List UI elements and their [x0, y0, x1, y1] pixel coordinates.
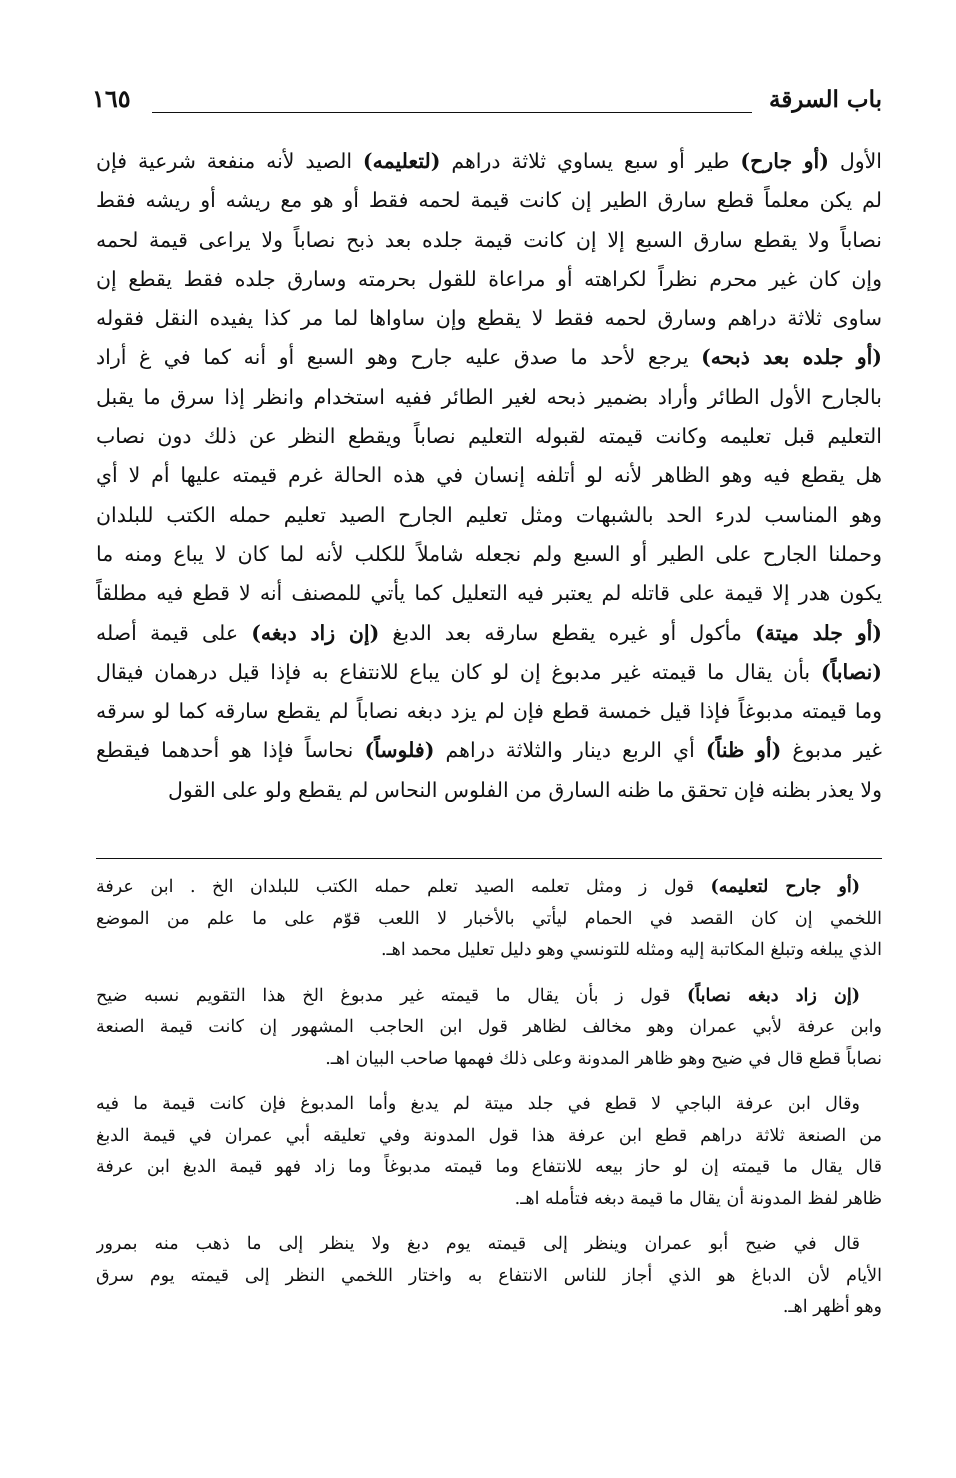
text-line	[96, 1044, 882, 1076]
text-line	[96, 574, 882, 613]
text-segment: نحاساً فإذا هو أحدهما فيقطع	[96, 738, 365, 763]
text-segment: ولا يعذر بظنه فإن تحقق ما ظنه السارق من الفلوس النحاس لم يقطع ولو على القول	[167, 777, 882, 802]
header-rule	[152, 112, 752, 113]
text-line	[96, 1229, 882, 1261]
text-segment: مأكول أو غيره يقطع سارقه بعد الدبغ	[379, 620, 755, 645]
text-segment: الأيام لأن الدباغ هو الذي أجاز للناس الانتفاع به واختار اللخمي النظر إلى قيمته يوم سرق	[96, 1265, 882, 1286]
text-line	[96, 981, 882, 1013]
text-segment: وهو أظهر اهـ.	[782, 1297, 882, 1317]
text-line	[96, 378, 882, 417]
text-segment: وحملنا الجارح على الطير أو السبع ولم نجعله شاملاً للكلب لأنه لما كان لا يباع ومنه ما	[96, 541, 882, 566]
text-line	[96, 456, 882, 495]
text-segment: وقال ابن عرفة الباجي لا قطع في جلد ميتة لم يدبغ وأما المدبوغ فإن كانت قيمة ما فيه	[96, 1094, 860, 1114]
text-line	[96, 1292, 882, 1324]
text-segment: من الصنعة ثلاثة دراهم قطع ابن عرفة هذا قول المدونة وفي تعليقه أبي عمران في قيمة الدبغ	[96, 1125, 882, 1146]
text-line	[96, 299, 882, 338]
bold-lemma: (إن زاد دبغه)	[251, 620, 380, 645]
text-segment: وإن كان غير محرم نظراً لكراهته أو مراعاة للقول بحرمته وسارق جلده فقط يقطع إن	[96, 266, 882, 291]
footnote	[96, 1089, 882, 1215]
text-segment: الأول	[828, 149, 882, 173]
text-line	[96, 1152, 882, 1184]
main-text-body	[96, 142, 882, 810]
text-line	[96, 614, 882, 653]
footnote	[96, 872, 882, 967]
text-line	[96, 181, 882, 220]
footnotes-section	[96, 872, 882, 1338]
text-segment: طير أو سبع يساوي ثلاثة دراهم	[440, 149, 741, 173]
text-line	[96, 535, 882, 574]
text-segment: بالجارح الأول الطائر وأراد بضمير ذبحه لغير الطائر ففيه استخدام وانظر إذا سرق ما يقبل	[96, 384, 882, 409]
text-line	[96, 260, 882, 299]
text-segment: لم يكن معلماً قطع سارق الطير إن كانت قيمة لحمه فقط أو هو مع ريشه أو ريشه فقط	[96, 188, 882, 213]
text-segment: بأن يقال ما قيمته غير مدبوغ إن لو كان يباع للانتفاع به فإذا قيل درهمان فيقال	[96, 659, 821, 684]
text-segment: قول ز بأن يقال ما قيمته غير مدبوغ الخ هذا التقويم نسبه ضيح	[96, 985, 688, 1006]
text-segment: أي الربع دينار والثلاثة دراهم	[434, 738, 706, 763]
bold-lemma: (لتعليمه)	[362, 149, 441, 173]
text-line	[96, 221, 882, 260]
text-line	[96, 417, 882, 456]
text-line	[96, 731, 882, 770]
footnote	[96, 1229, 882, 1324]
text-segment: وهو المناسب لدرء الحد بالشبهات ومثل تعليم الجارح الصيد تعليم حمله الكتب للبلدان	[96, 502, 882, 527]
page-number: ١٦٥	[92, 84, 131, 113]
text-line	[96, 1261, 882, 1293]
text-segment: اللخمي إن كان القصد في الحمام ليأتي بالأخبار لا اللعب قوّم على ما علم من الموضع	[96, 908, 882, 929]
text-segment: قال يقال ما قيمته إن لو حاز بيعه للانتفاع وما قيمته مدبوغاً وما زاد فهو قيمة الدبغ ابن عرفة	[96, 1157, 882, 1177]
text-line	[96, 692, 882, 731]
text-segment: غير مدبوغ	[781, 738, 882, 763]
text-segment: نصاباً ولا يقطع سارق السبع إلا إن كانت قيمة جلده بعد ذبح نصاباً ولا يراعى قيمة لحمه	[96, 227, 882, 252]
text-segment: ظاهر لفظ المدونة أن يقال ما قيمة دبغه فتأمله اهـ.	[514, 1188, 882, 1209]
text-segment: ساوى ثلاثة دراهم وسارق لحمه فقط لا يقطع وإن ساواها لما مر كذا يفيده النقل فقوله	[96, 306, 882, 331]
bold-lemma: (نصاباً)	[820, 659, 882, 684]
text-segment: الذي يبلغه وتبلغ المكاتبة إليه ومثله للتونسي وهو دليل تعليل محمد اهـ.	[380, 940, 882, 960]
bold-lemma: (أو ظناً)	[705, 738, 782, 763]
text-segment: الصيد لأنه منفعة شرعية فإن	[96, 149, 363, 173]
bold-lemma: (أو جارح لتعليمه)	[710, 877, 860, 897]
page-header	[92, 84, 882, 124]
text-line	[96, 872, 882, 904]
text-line	[96, 496, 882, 535]
text-segment: يكون هدر إلا قيمة على قاتله لم يعتبر فيه التعليل كما يأتي للمصنف أنه لا قطع فيه مطلقاً	[96, 581, 882, 606]
text-segment: يرجع لأحد ما صدق عليه جارح وهو السبع أو أنه كما في غ أراد	[96, 345, 702, 370]
text-line	[96, 142, 882, 181]
bold-lemma: (إن زاد دبغه نصاباً)	[687, 985, 860, 1006]
text-line	[96, 1184, 882, 1216]
text-line	[96, 1012, 882, 1044]
text-segment: قال في ضيح أبو عمران وينظر إلى قيمته يوم دبغ ولا ينظر إلى ما ذهب منه بمرور	[96, 1234, 860, 1254]
bold-lemma: (أو جلده بعد ذبحه)	[701, 345, 882, 370]
text-segment: هل يقطع فيه وهو الظاهر لأنه لو أتلفه إنسان في هذه الحالة غرم قيمته عليها أم لا أي	[96, 463, 882, 488]
text-line	[96, 1089, 882, 1121]
text-line	[96, 653, 882, 692]
text-segment: وما قيمته مدبوغاً فإذا قيل خمسة قطع فإن لم يزد دبغه نصاباً لم يقطع سارقه كما لو سرقه	[96, 699, 882, 724]
text-line	[96, 1121, 882, 1153]
bold-lemma: (أو جلد ميتة)	[754, 620, 882, 645]
text-line	[96, 904, 882, 936]
text-line	[96, 935, 882, 967]
text-line	[96, 338, 882, 377]
bold-lemma: (أو جارح)	[740, 149, 829, 173]
text-segment: التعليم قبل تعليمه وكانت قيمته لقبوله التعليم نصاباً ويقطع النظر عن ذلك دون نصاب	[96, 424, 882, 449]
footnote	[96, 981, 882, 1076]
text-segment: قول ز ومثل تعلمه الصيد تعلم حمله الكتب للبلدان الخ . ابن عرفة	[96, 877, 711, 897]
text-segment: وابن عرفة لأبي عمران وهو مخالف لظاهر قول ابن الحاجب المشهور إن كانت قيمة الصنعة	[96, 1017, 882, 1037]
text-segment: على قيمة أصله	[96, 620, 252, 645]
text-segment: نصاباً قطع قال في ضيح وهو ظاهر المدونة وعلى ذلك فهمها صاحب البيان اهـ.	[325, 1048, 882, 1069]
text-line	[96, 771, 882, 810]
bold-lemma: (فلوساً)	[364, 738, 435, 763]
chapter-title: باب السرقة	[768, 86, 882, 113]
footnote-separator	[96, 858, 882, 859]
